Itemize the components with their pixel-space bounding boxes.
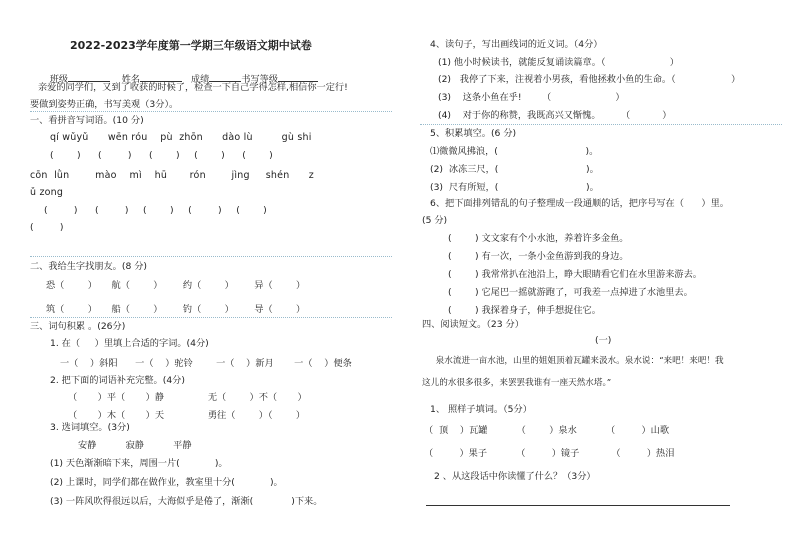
choice-sentence-2[interactable]: (2) 上课时，同学们都在做作业，教室里十分( )。: [50, 477, 283, 488]
pinyin-row-1: qí wǔyǔ wēn róu pù zhōn dào lù gù shi: [50, 132, 312, 143]
phrase-fill-row-2[interactable]: （ ）果子 （ ）镜子 （ ）热泪: [424, 448, 675, 459]
idiom-row-2[interactable]: （ ）木（ ）天 勇往（ ）（ ）: [68, 410, 306, 421]
answer-blanks-row-2[interactable]: ( ) ( ) ( ) ( ) ( ): [44, 205, 267, 216]
class-field[interactable]: [68, 72, 110, 82]
divider: [30, 317, 392, 318]
right-page: [420, 30, 782, 530]
intro-line-1: 亲爱的同学们，又到了收获的时候了，检查一下自己学得怎样,相信你一定行!: [38, 82, 348, 93]
synonym-item-1[interactable]: (1) 他小时候读书，就能反复诵读篇章。（ ）: [438, 57, 679, 68]
choice-sentence-1[interactable]: (1) 天色渐渐暗下来，周围一片( )。: [50, 458, 228, 469]
section-3-title: 三、词句积累 。(26分): [30, 321, 126, 332]
word-choices: 安静 寂静 平静: [78, 440, 192, 451]
fill-blank-3[interactable]: (3) 尺有所短，( )。: [430, 182, 599, 193]
question-5-title: 5、积累填空。(6 分): [430, 128, 517, 139]
intro-line-2: 要做到姿势正确，书写美观（3分）。: [30, 99, 179, 110]
section-2-title: 二、我给生字找朋友。(8 分): [30, 261, 147, 272]
question-6-title: 6、把下面排列错乱的句子整理成一段通顺的话，把序号写在（ ）里。: [430, 198, 729, 209]
passage-number: (一): [595, 335, 612, 346]
synonym-item-4[interactable]: (4) 对于你的称赞，我既高兴又惭愧。 （ ）: [438, 110, 672, 121]
order-sentence-1[interactable]: ( ) 文文家有个小水池，养着许多金鱼。: [448, 233, 629, 244]
divider: [30, 256, 392, 257]
order-sentence-4[interactable]: ( ) 它尾巴一摇就游跑了，可我差一点掉进了水池里去。: [448, 287, 693, 298]
fill-blank-2[interactable]: (2) 冰冻三尺，( )。: [430, 164, 599, 175]
name-field[interactable]: [140, 72, 182, 82]
word-friends-row-2[interactable]: 筑（ ） 船（ ） 钓（ ） 导（ ）: [46, 304, 306, 315]
fill-measure-words[interactable]: 一（ ）斜阳 一（ ）驼铃 一（ ）新月 一（ ）便条: [60, 358, 352, 369]
score-label: 成绩: [190, 74, 210, 85]
question-4-title: 4、读句子，写出画线词的近义词。（4分）: [430, 39, 603, 50]
order-sentence-3[interactable]: ( ) 我常常扒在池沿上，睁大眼睛看它们在水里游来游去。: [448, 269, 702, 280]
divider: [30, 111, 392, 112]
synonym-item-2[interactable]: (2) 我停了下来，注视着小男孩，看他拯救小鱼的生命。（ ）: [438, 74, 741, 85]
score-field[interactable]: [209, 72, 241, 82]
section-1-title: 一、看拼音写词语。(10 分): [30, 115, 144, 126]
section-4-title: 四、阅读短文。（23 分）: [422, 319, 524, 330]
exam-title: 2022-2023学年度第一学期三年级语文期中试卷: [70, 39, 312, 52]
reading-question-1: 1、 照样子填词。（5分）: [430, 404, 532, 415]
idiom-row-1[interactable]: （ ）平（ ）静 无（ ）不（ ）: [68, 392, 307, 403]
word-friends-row-1[interactable]: 恐（ ） 航（ ） 约（ ） 异（ ）: [46, 280, 306, 291]
answer-blanks-row-3[interactable]: ( ): [30, 222, 64, 233]
order-sentence-2[interactable]: ( ) 有一次，一条小金鱼游到我的身边。: [448, 251, 629, 262]
question-3-2: 2. 把下面的词语补充完整。(4分): [50, 375, 185, 386]
question-6-score: (5 分): [422, 215, 448, 226]
pinyin-row-2: cōn lǜn mào mì hū rón jìng shén z: [30, 170, 314, 181]
phrase-fill-row-1[interactable]: （ 顶 ）瓦罐 （ ）泉水 （ ）山歌: [424, 425, 670, 436]
answer-blanks-row-1[interactable]: ( ) ( ) ( ) ( ) ( ): [50, 150, 273, 161]
writing-field[interactable]: [278, 72, 318, 82]
writing-label: 书写等级: [241, 74, 279, 85]
answer-line[interactable]: [426, 505, 730, 506]
passage-line-1: 泉水流进一亩水池，山里的姐姐顶着瓦罐来汲水。泉水说：“来吧！来吧！我: [422, 356, 724, 366]
name-label: 姓名: [121, 74, 141, 85]
fill-blank-1[interactable]: ⑴微微风拂浪，( )。: [430, 146, 599, 157]
question-3-1: 1. 在（ ）里填上合适的字词。(4分): [50, 338, 209, 349]
divider: [420, 124, 782, 125]
pinyin-row-2-wrap: ǔ zong: [30, 187, 64, 198]
class-label: 班级: [49, 74, 69, 85]
synonym-item-3[interactable]: (3) 这条小鱼在乎! （ ）: [438, 92, 625, 103]
left-page: [30, 30, 392, 530]
order-sentence-5[interactable]: ( ) 我探着身子，伸手想捉住它。: [448, 305, 601, 316]
choice-sentence-3[interactable]: (3) 一阵风吹得很远以后，大海似乎是倦了，渐渐( )下来。: [50, 496, 323, 507]
passage-line-2: 这儿的水很多很多，来罢罢我谁有一座天然水塔。”: [422, 378, 612, 388]
reading-question-2: 2 、从这段话中你读懂了什么？（3分）: [434, 471, 596, 482]
question-3-3: 3. 选词填空。(3分): [50, 422, 130, 433]
